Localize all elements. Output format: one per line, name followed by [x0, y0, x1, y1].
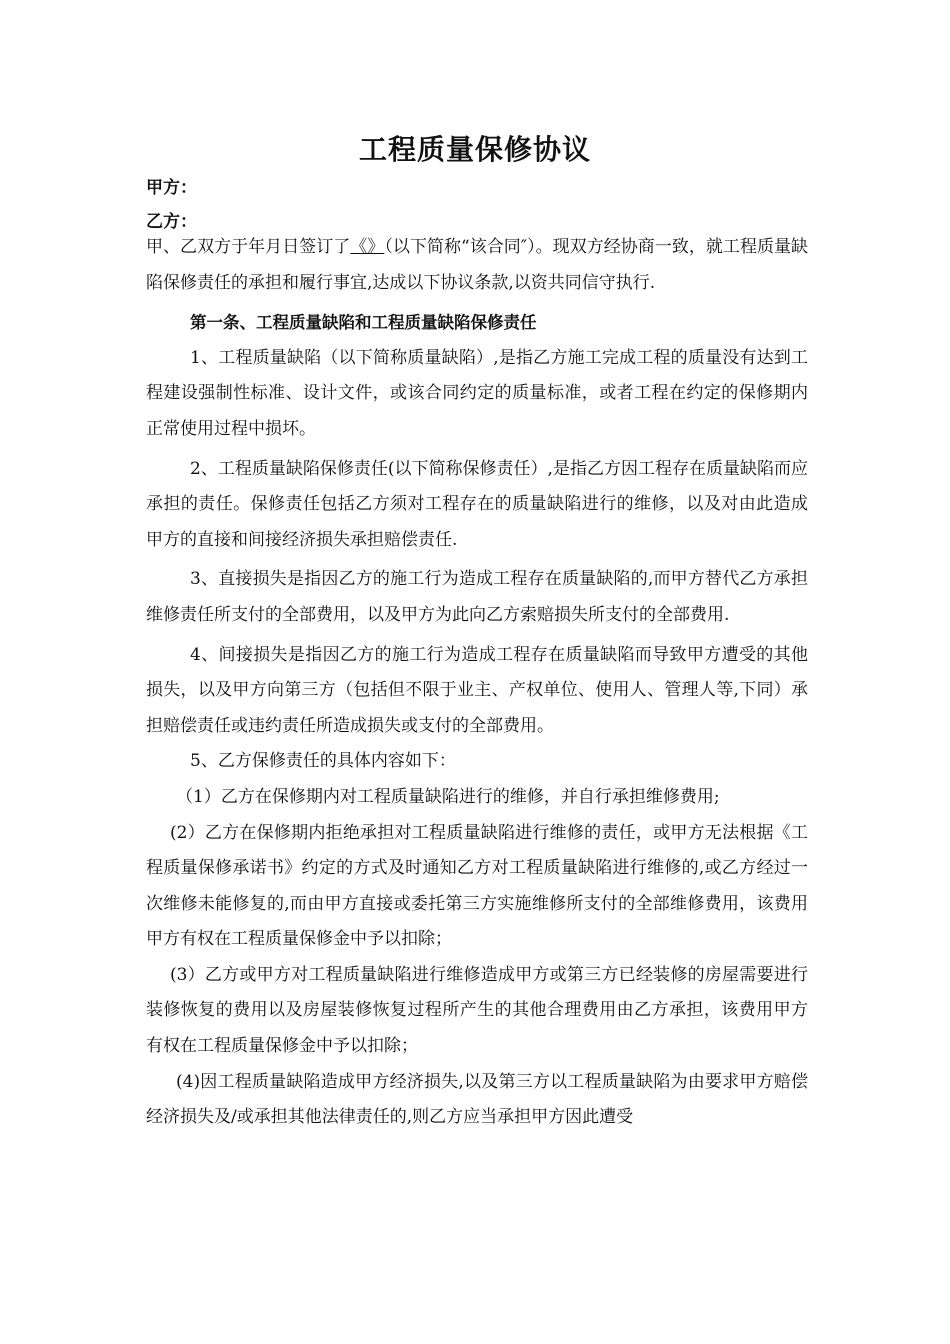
contract-name-underlined: 《》 — [350, 237, 385, 257]
clause-3: 3、直接损失是指因乙方的施工行为造成工程存在质量缺陷的,而甲方替代乙方承担维修责任所支付的全部费用，以及甲方为此向乙方索赔损失所支付的全部费用. — [146, 569, 808, 625]
document-body — [146, 230, 808, 1136]
intro-before: 甲、乙双方于年月日签订了 — [146, 237, 351, 257]
clause-2: 2、工程质量缺陷保修责任(以下简称保修责任）,是指乙方因工程存在质量缺陷而应承担的责任。保修责任包括乙方须对工程存在的质量缺陷进行的维修，以及对由此造成甲方的直接和间接经济损失承担赔偿责任. — [146, 458, 808, 550]
subclause-1: （1）乙方在保修期内对工程质量缺陷进行的维修，并自行承担维修费用; — [176, 786, 720, 807]
clause-1: 1、工程质量缺陷（以下简称质量缺陷）,是指乙方施工完成工程的质量没有达到工程建设强制性标准、设计文件，或该合同约定的质量标准，或者工程在约定的保修期内正常使用过程中损坏。 — [146, 347, 808, 439]
party-a-label: 甲方： — [146, 178, 197, 198]
party-b-label: 乙方： — [146, 212, 197, 232]
subclause-4: (4)因工程质量缺陷造成甲方经济损失,以及第三方以工程质量缺陷为由要求甲方赔偿经济损失及/或承担其他法律责任的,则乙方应当承担甲方因此遭受 — [146, 1071, 808, 1128]
intro-after: （以下简称“该合同″）。现双方经协商一致，就工程质量缺陷保修责任的承担和履行事宜,达成以下协议条款,以资共同信守执行. — [146, 237, 809, 293]
article-1-heading: 第一条、工程质量缺陷和工程质量缺陷保修责任 — [190, 313, 537, 333]
clause-4: 4、间接损失是指因乙方的施工行为造成工程存在质量缺陷而导致甲方遭受的其他损失，以及甲方向第三方（包括但不限于业主、产权单位、使用人、管理人等,下同）承担赔偿责任或违约责任所造成损失或支付的全部费用。 — [146, 644, 808, 736]
document-title: 工程质量保修协议 — [358, 133, 591, 166]
subclause-3: (3）乙方或甲方对工程质量缺陷进行维修造成甲方或第三方已经装修的房屋需要进行装修恢复的费用以及房屋装修恢复过程所产生的其他合理费用由乙方承担，该费用甲方有权在工程质量保修金中予以扣除； — [146, 964, 808, 1057]
intro-paragraph — [146, 230, 808, 301]
clause-5: 5、乙方保修责任的具体内容如下： — [190, 751, 456, 772]
subclause-2: (2）乙方在保修期内拒绝承担对工程质量缺陷进行维修的责任，或甲方无法根据《工程质量保修承诺书》约定的方式及时通知乙方对工程质量缺陷进行维修的,或乙方经过一次维修未能修复的,而由甲方直接或委托第三方实施维修所支付的全部维修费用，该费用甲方有权在工程质量保修金中予以扣除； — [146, 822, 808, 950]
